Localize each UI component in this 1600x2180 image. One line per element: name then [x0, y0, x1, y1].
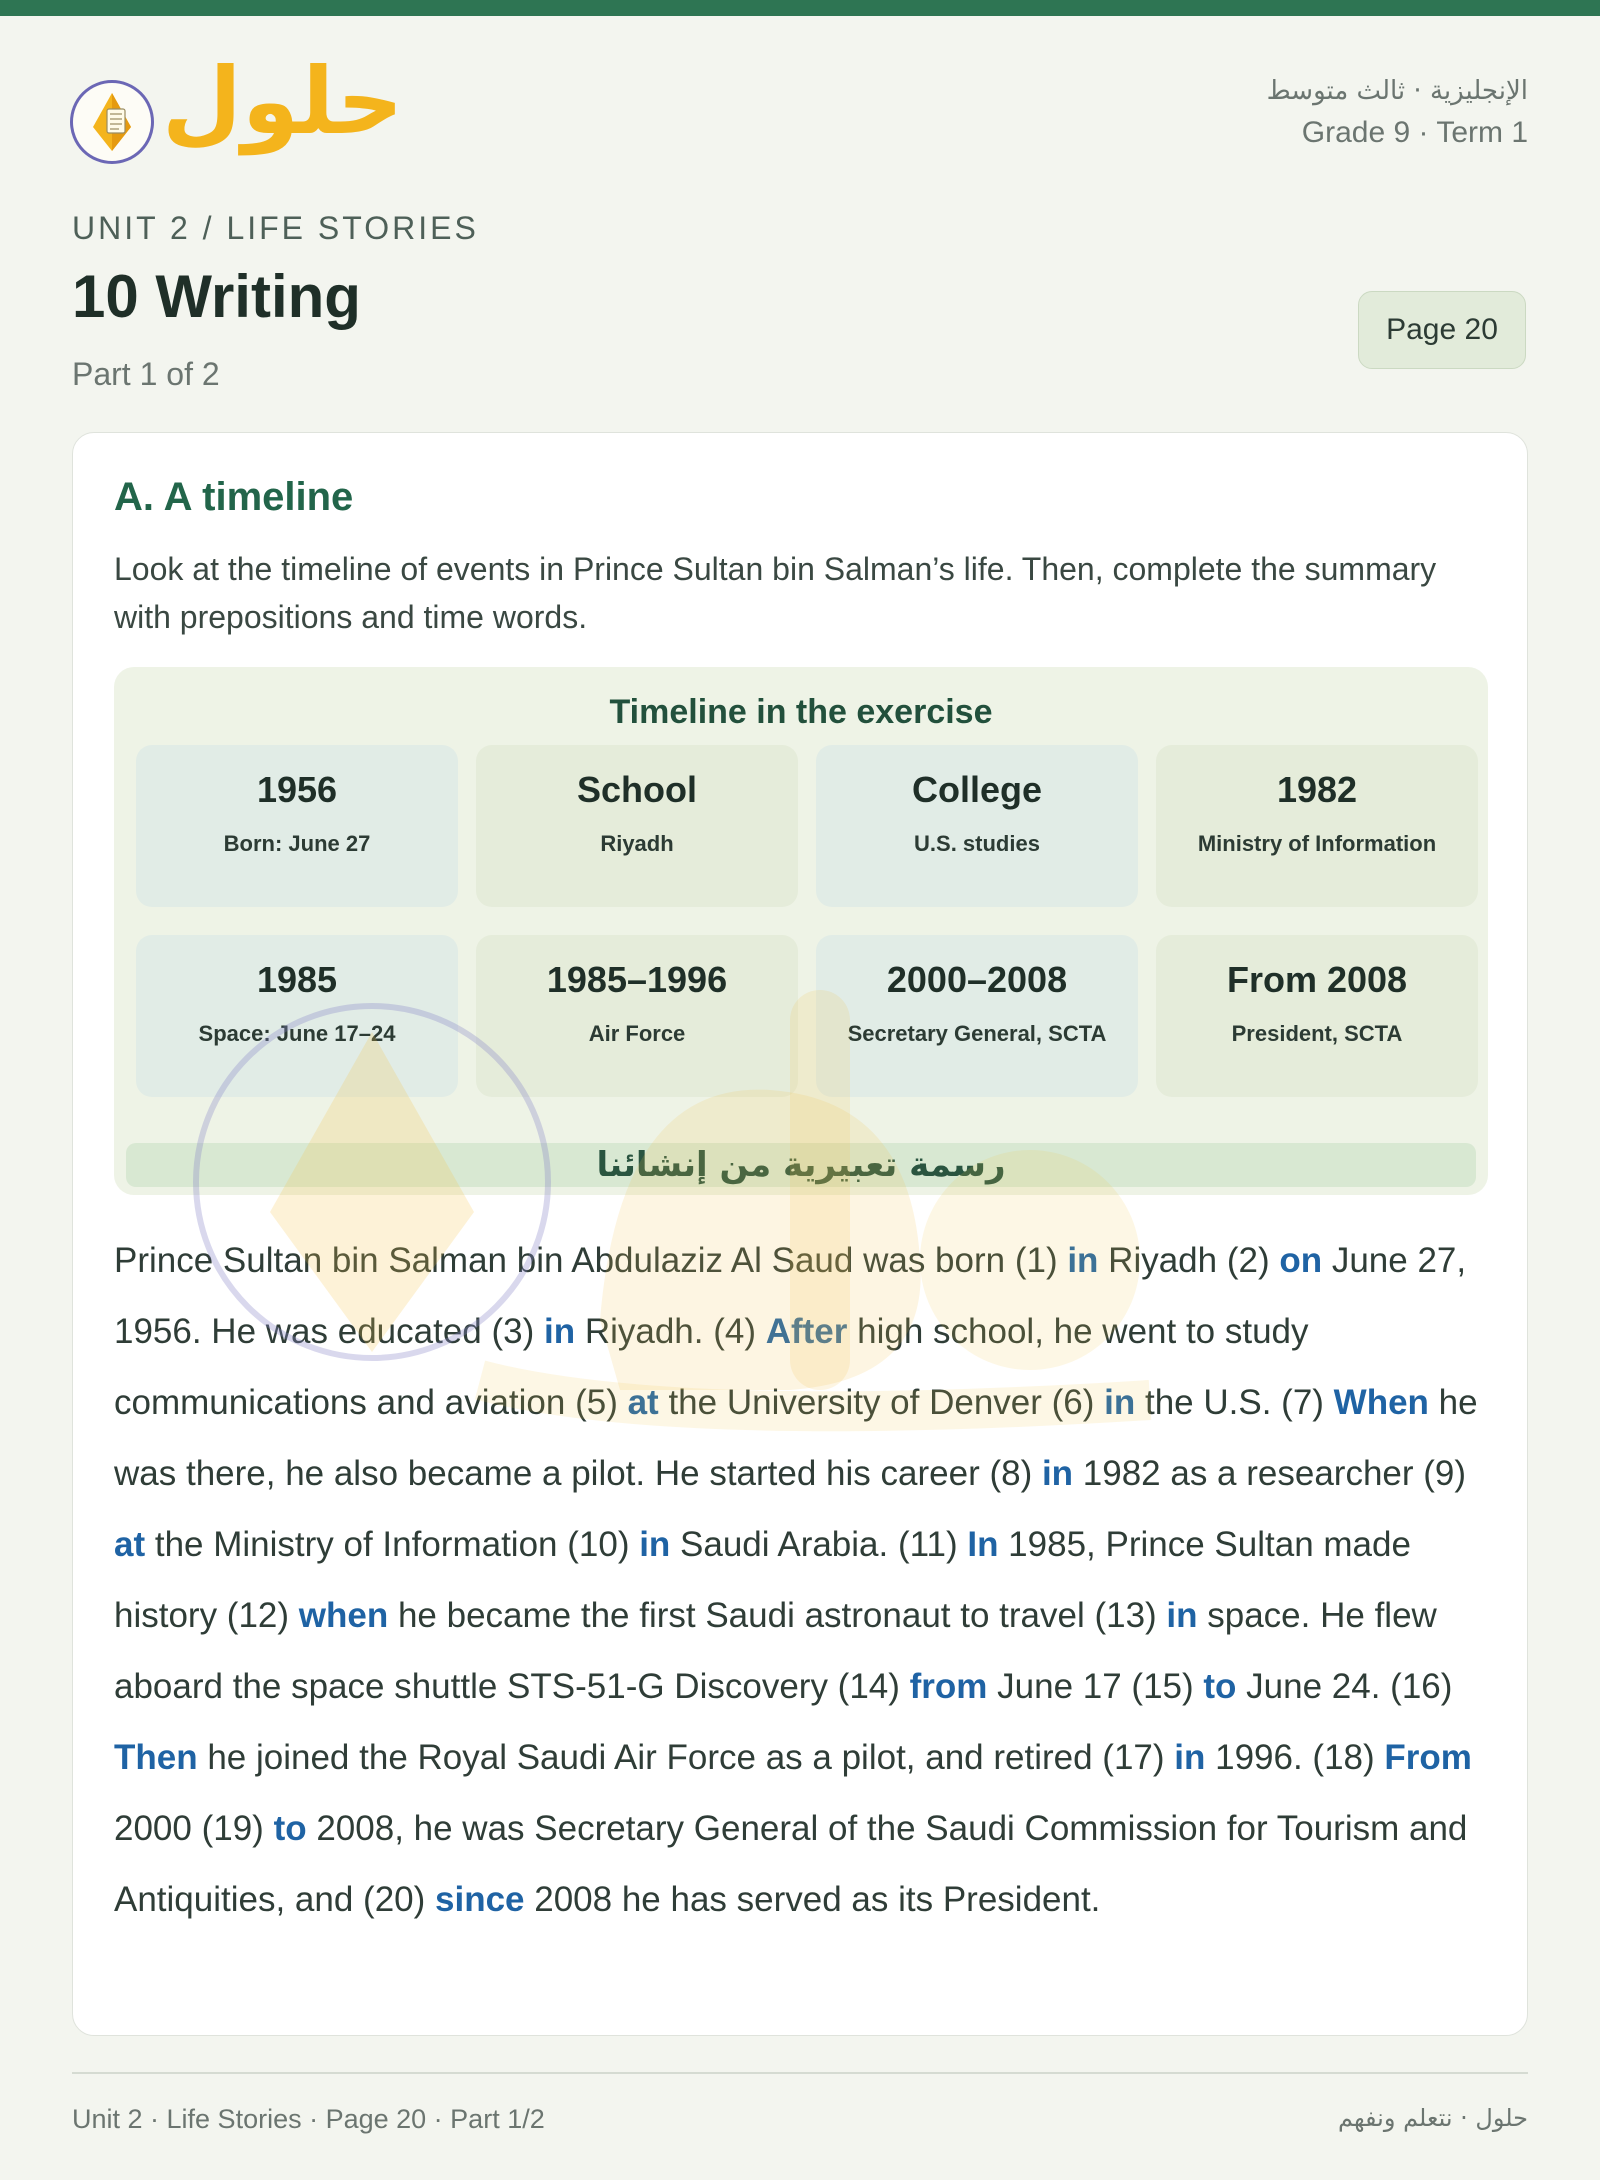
- summary-text: 2000 (19): [114, 1809, 274, 1848]
- timeline-item-sub: Secretary General, SCTA: [847, 1021, 1107, 1046]
- answer-word: on: [1279, 1241, 1323, 1280]
- timeline-item-main: 1982: [1276, 769, 1358, 810]
- subject-label: الإنجليزية · ثالث متوسط: [1266, 76, 1528, 106]
- answer-word: After: [765, 1312, 848, 1351]
- timeline-item: [816, 935, 1138, 1097]
- timeline-item-sub: Riyadh: [600, 831, 674, 856]
- footer-info: Unit 2 · Life Stories · Page 20 · Part 1/2: [72, 2104, 545, 2134]
- timeline-item: [136, 935, 458, 1097]
- header-meta: [1267, 76, 1528, 150]
- summary-text: June 24. (16): [1236, 1667, 1453, 1706]
- unit-label: UNIT 2 / LIFE STORIES: [72, 210, 479, 246]
- answer-word: When: [1333, 1383, 1429, 1422]
- answer-word: In: [967, 1525, 999, 1564]
- section-title: A. A timeline: [114, 475, 354, 519]
- answer-word: in: [543, 1312, 576, 1351]
- timeline-item-sub: U.S. studies: [914, 831, 1040, 856]
- summary-text: he was there, he also became a pilot. He started his career (8): [114, 1383, 1478, 1493]
- timeline-item-sub: Air Force: [588, 1021, 686, 1046]
- answer-word: in: [1174, 1738, 1206, 1777]
- answer-word: at: [114, 1525, 146, 1564]
- timeline-title: Timeline in the exercise: [609, 693, 993, 731]
- answer-word: in: [1067, 1241, 1099, 1280]
- answer-word: From: [1384, 1738, 1472, 1777]
- answer-word: since: [435, 1880, 525, 1919]
- summary-text: space. He flew aboard the space shuttle STS-51-G Discovery (14): [114, 1596, 1437, 1706]
- exercise-card: [72, 432, 1528, 2036]
- part-label: Part 1 of 2: [72, 356, 220, 392]
- summary-text: the U.S. (7): [1135, 1383, 1334, 1422]
- timeline-item-main: School: [576, 769, 697, 810]
- logo-wordmark: حلول: [162, 48, 404, 155]
- timeline-item-main: 1985–1996: [546, 959, 728, 1000]
- summary-text: 2008 he has served as its President.: [524, 1880, 1101, 1919]
- brand-logo: [70, 48, 404, 172]
- summary-text: Riyadh. (4): [575, 1312, 766, 1351]
- timeline-item-main: 2000–2008: [886, 959, 1068, 1000]
- answer-word: in: [1104, 1383, 1136, 1422]
- summary-text: the Ministry of Information (10): [145, 1525, 640, 1564]
- timeline-item: [1156, 935, 1478, 1097]
- timeline-item: [136, 745, 458, 907]
- instruction-text: Look at the timeline of events in Prince Sultan bin Salman’s life. Then, complete the summary with prepositions and time words.: [114, 551, 1437, 635]
- illustration-caption: رسمة تعبيرية من إنشائنا: [126, 1143, 1476, 1187]
- answer-word: when: [298, 1596, 389, 1635]
- answer-word: from: [909, 1667, 988, 1706]
- summary-text: Prince Sultan bin Salman bin Abdulaziz Al Saud was born (1): [114, 1241, 1068, 1280]
- timeline-item-sub: President, SCTA: [1231, 1021, 1403, 1046]
- top-accent-bar: [0, 0, 1600, 16]
- timeline-panel: [114, 667, 1488, 1195]
- answer-word: to: [273, 1809, 307, 1848]
- page-badge: Page 20: [1358, 291, 1526, 369]
- summary-text: he became the first Saudi astronaut to travel (13): [388, 1596, 1167, 1635]
- answer-word: Then: [114, 1738, 198, 1777]
- page-title: 10 Writing: [72, 263, 361, 330]
- summary-text: he joined the Royal Saudi Air Force as a pilot, and retired (17): [197, 1738, 1175, 1777]
- answer-word: at: [627, 1383, 659, 1422]
- timeline-item: [816, 745, 1138, 907]
- summary-text: 2008, he was Secretary General of the Saudi Commission for Tourism and Antiquities, and (20): [114, 1809, 1468, 1919]
- timeline-item-main: 1956: [256, 769, 338, 810]
- footer-divider: [72, 2072, 1528, 2074]
- answer-word: to: [1203, 1667, 1237, 1706]
- summary-text: 1982 as a researcher (9): [1073, 1454, 1467, 1493]
- answer-word: in: [1166, 1596, 1198, 1635]
- summary-paragraph: [114, 1225, 1504, 1935]
- summary-text: 1996. (18): [1205, 1738, 1385, 1777]
- timeline-item-main: College: [911, 769, 1043, 810]
- grade-term-label: Grade 9 · Term 1: [1301, 116, 1528, 149]
- timeline-item-main: From 2008: [1226, 959, 1408, 1000]
- summary-text: June 17 (15): [987, 1667, 1204, 1706]
- answer-word: in: [639, 1525, 671, 1564]
- summary-text: high school, he went to study communications and aviation (5): [114, 1312, 1309, 1422]
- footer-tagline: حلول · نتعلم ونفهم: [1338, 2104, 1528, 2132]
- summary-text: Saudi Arabia. (11): [670, 1525, 968, 1564]
- summary-text: June 27, 1956. He was educated (3): [114, 1241, 1467, 1351]
- timeline-item: [1156, 745, 1478, 907]
- timeline-item-sub: Born: June 27: [223, 831, 371, 856]
- timeline-item: [476, 935, 798, 1097]
- answer-word: in: [1041, 1454, 1074, 1493]
- book-icon: [70, 80, 154, 164]
- summary-text: the University of Denver (6): [658, 1383, 1105, 1422]
- timeline-item-sub: Ministry of Information: [1197, 831, 1437, 856]
- timeline-item-main: 1985: [256, 959, 338, 1000]
- timeline-item-sub: Space: June 17–24: [198, 1021, 396, 1046]
- summary-text: 1985, Prince Sultan made history (12): [114, 1525, 1411, 1635]
- timeline-item: [476, 745, 798, 907]
- summary-text: Riyadh (2): [1098, 1241, 1280, 1280]
